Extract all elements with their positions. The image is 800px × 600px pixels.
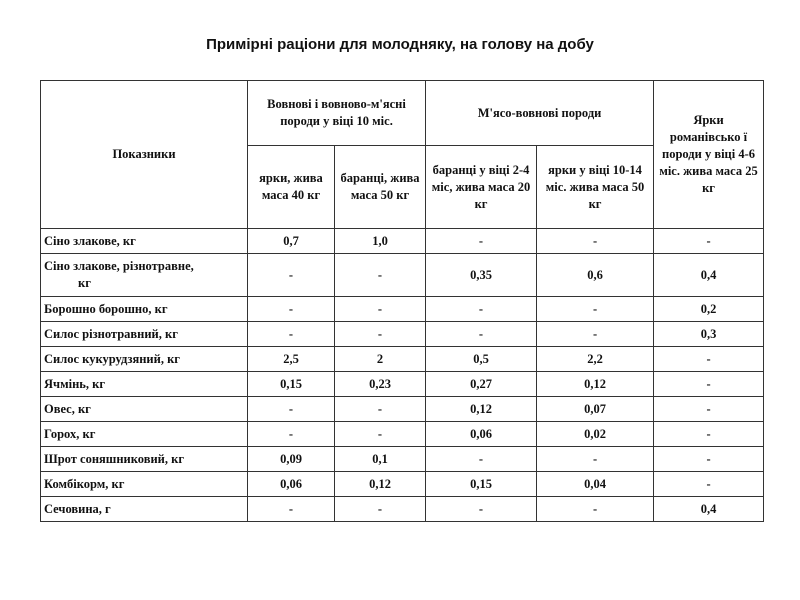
table-cell: -	[654, 229, 764, 254]
table-cell: 0,15	[248, 372, 335, 397]
row-label: Овес, кг	[41, 397, 248, 422]
table-cell: 0,7	[248, 229, 335, 254]
table-cell: -	[537, 447, 654, 472]
table-cell: 1,0	[335, 229, 426, 254]
row-label: Горох, кг	[41, 422, 248, 447]
table-cell: 0,02	[537, 422, 654, 447]
table-cell: -	[335, 254, 426, 297]
row-label: Сіно злакове, кг	[41, 229, 248, 254]
table-cell: 0,15	[426, 472, 537, 497]
table-cell: 0,1	[335, 447, 426, 472]
table-cell: -	[335, 497, 426, 522]
table-cell: 0,23	[335, 372, 426, 397]
header-group-romanov: Ярки романівсько ї породи у віці 4-6 міс. жива маса 25 кг	[654, 81, 764, 229]
table-cell: -	[426, 297, 537, 322]
table-cell: 0,12	[335, 472, 426, 497]
table-cell: 0,07	[537, 397, 654, 422]
table-row	[41, 447, 764, 472]
table-row	[41, 254, 764, 297]
table-cell: -	[335, 297, 426, 322]
table-row	[41, 297, 764, 322]
table-cell: 0,4	[654, 254, 764, 297]
table-cell: -	[248, 422, 335, 447]
row-label: Сечовина, г	[41, 497, 248, 522]
table-cell: 0,04	[537, 472, 654, 497]
table-cell: -	[654, 447, 764, 472]
header-col-ewes-10-14: ярки у віці 10-14 міс. жива маса 50 кг	[537, 146, 654, 229]
row-label: Комбікорм, кг	[41, 472, 248, 497]
header-col-rams-50: баранці, жива маса 50 кг	[335, 146, 426, 229]
table-row	[41, 347, 764, 372]
table-cell: -	[426, 322, 537, 347]
row-label: Борошно борошно, кг	[41, 297, 248, 322]
table-row	[41, 497, 764, 522]
row-label-line2: кг	[78, 276, 91, 290]
table-cell: -	[426, 229, 537, 254]
table-cell: -	[335, 397, 426, 422]
table-row	[41, 397, 764, 422]
table-cell: -	[537, 497, 654, 522]
table-cell: -	[248, 322, 335, 347]
table-cell: 0,35	[426, 254, 537, 297]
table-cell: 0,12	[537, 372, 654, 397]
table-cell: -	[335, 322, 426, 347]
table-cell: -	[654, 422, 764, 447]
ration-table	[40, 80, 764, 522]
table-cell: -	[654, 397, 764, 422]
row-label: Ячмінь, кг	[41, 372, 248, 397]
table-row	[41, 472, 764, 497]
page-title: Примірні раціони для молодняку, на голову на добу	[206, 36, 594, 53]
table-cell: 0,5	[426, 347, 537, 372]
table-row	[41, 422, 764, 447]
header-group-wool: Вовнові і вовново-м'ясні породи у віці 10 міс.	[248, 81, 426, 146]
header-col-ewes-40: ярки, жива маса 40 кг	[248, 146, 335, 229]
table-cell: -	[248, 497, 335, 522]
table-cell: 0,6	[537, 254, 654, 297]
table-cell: 0,12	[426, 397, 537, 422]
table-cell: 0,2	[654, 297, 764, 322]
table-row	[41, 229, 764, 254]
table-cell: 2,2	[537, 347, 654, 372]
table-cell: -	[426, 447, 537, 472]
row-label: Шрот соняшниковий, кг	[41, 447, 248, 472]
table-cell: 0,3	[654, 322, 764, 347]
table-cell: 0,27	[426, 372, 537, 397]
header-group-meat-wool: М'ясо-вовнові породи	[426, 81, 654, 146]
table-cell: 0,09	[248, 447, 335, 472]
row-label	[41, 254, 248, 297]
row-label: Силос кукурудзяний, кг	[41, 347, 248, 372]
table-cell: -	[654, 372, 764, 397]
table-cell: 0,4	[654, 497, 764, 522]
table-cell: -	[654, 472, 764, 497]
table-cell: -	[248, 397, 335, 422]
table-cell: 2	[335, 347, 426, 372]
table-row	[41, 322, 764, 347]
table-cell: -	[537, 322, 654, 347]
table-cell: -	[248, 297, 335, 322]
table-cell: -	[654, 347, 764, 372]
header-indicators: Показники	[41, 81, 248, 229]
table-cell: 2,5	[248, 347, 335, 372]
header-col-rams-2-4: баранці у віці 2-4 міс, жива маса 20 кг	[426, 146, 537, 229]
table-cell: -	[426, 497, 537, 522]
table-cell: -	[537, 297, 654, 322]
table-cell: -	[537, 229, 654, 254]
row-label-line1: Сіно злакове, різнотравне,	[44, 259, 194, 273]
table-cell: 0,06	[426, 422, 537, 447]
table-row	[41, 372, 764, 397]
table-cell: -	[248, 254, 335, 297]
table-cell: 0,06	[248, 472, 335, 497]
table-cell: -	[335, 422, 426, 447]
row-label: Силос різнотравний, кг	[41, 322, 248, 347]
